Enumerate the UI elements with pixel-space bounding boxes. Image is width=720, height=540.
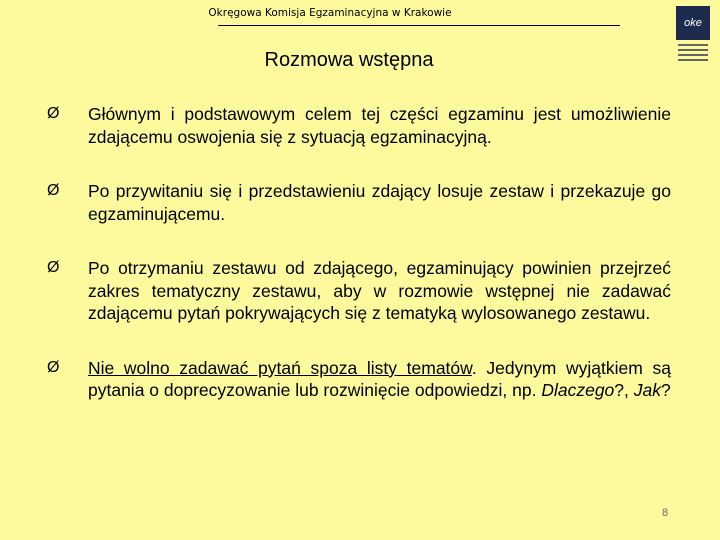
header-divider: [218, 25, 620, 26]
header-institution: Okręgowa Komisja Egzaminacyjna w Krakowie: [208, 7, 452, 19]
bullet-text: . Jedynym wyjątkiem są pytania o doprecyzowanie lub rozwinięcie odpowiedzi, np.: [88, 357, 671, 400]
slide-title: Rozmowa wstępna: [264, 49, 434, 71]
bullet-text: ?: [661, 380, 671, 400]
bullet-text: Po otrzymaniu zestawu od zdającego, egzaminujący powinien przejrzeć zakres tematyczny zestawu, aby w rozmowie wstępnej nie zadawać zdającemu pytań pokrywających się z tematyką wylosowanego zestawu.: [88, 258, 671, 323]
arrow-bullet-icon: Ø: [47, 259, 60, 276]
bullet-item: [47, 257, 671, 325]
bullet-item: [47, 180, 671, 225]
arrow-bullet-icon: Ø: [47, 182, 60, 199]
page-number: 8: [662, 507, 669, 519]
bullet-text: ?,: [614, 380, 634, 400]
example-question: Dlaczego: [541, 380, 615, 400]
bullet-item: [47, 357, 671, 402]
bullet-list: [47, 103, 671, 434]
bullet-text: Po przywitaniu się i przedstawieniu zdający losuje zestaw i przekazuje go egzaminującemu.: [88, 181, 671, 224]
bullet-item: [47, 103, 671, 148]
bullet-underlined-text: Nie wolno zadawać pytań spoza listy tematów: [88, 357, 472, 378]
example-question: Jak: [633, 380, 661, 400]
arrow-bullet-icon: Ø: [47, 358, 60, 376]
bullet-text: Głównym i podstawowym celem tej części egzaminu jest umożliwienie zdającemu oswojenia się z sytuacją egzaminacyjną.: [88, 104, 671, 147]
arrow-bullet-icon: Ø: [47, 105, 60, 122]
logo-mark: oke: [676, 6, 710, 40]
